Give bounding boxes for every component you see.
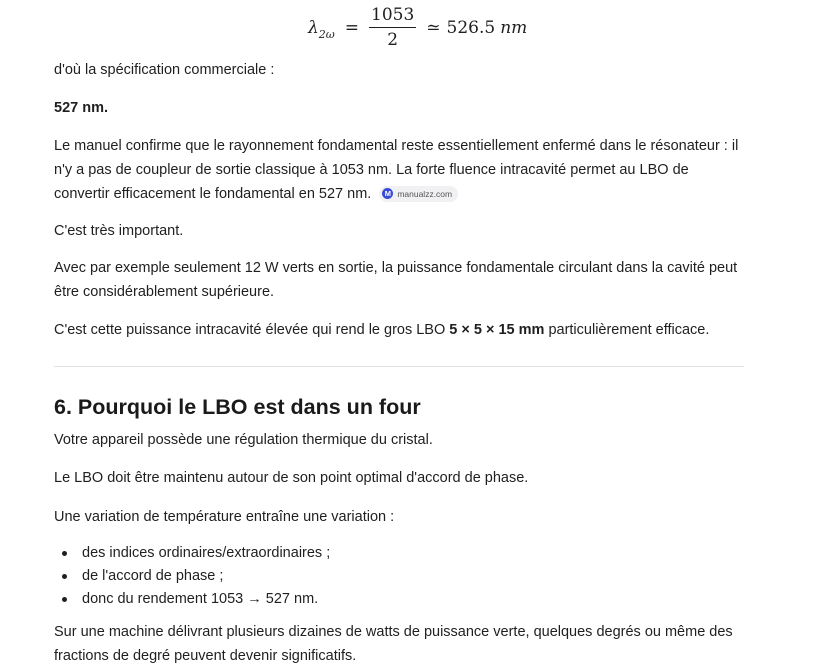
paragraph-important: C'est très important. — [54, 223, 184, 239]
lbo-efficiency-text-post: particulièrement efficace. — [544, 322, 710, 338]
paragraph-lbo-efficiency — [54, 318, 744, 342]
lbo-dimensions: 5 × 5 × 15 mm — [449, 322, 545, 338]
formula-unit: nm — [500, 18, 528, 38]
paragraph-temperature-variation: Une variation de température entraîne une variation : — [54, 509, 395, 525]
source-citation-label: manualzz.com — [397, 188, 453, 199]
paragraph-spec-value: 527 nm. — [54, 100, 108, 116]
paragraph-example: Avec par exemple seulement 12 W verts en sortie, la puissance fondamentale circulant dans la cavité peut être considérablement supérieure. — [54, 260, 738, 300]
paragraph-machine-sensitivity: Sur une machine délivrant plusieurs dizaines de watts de puissance verte, quelques degrés ou même des fractions de degré peuvent devenir significatifs. — [54, 624, 733, 664]
manualzz-icon: M — [382, 188, 393, 199]
variation-list — [54, 542, 330, 611]
formula-equals: = — [344, 18, 359, 38]
paragraph-manual — [54, 134, 744, 206]
paragraph-phase-matching: Le LBO doit être maintenu autour de son point optimal d'accord de phase. — [54, 470, 529, 486]
formula-numerator: 1053 — [369, 7, 416, 28]
formula-approx: ≃ — [426, 18, 441, 38]
paragraph-spec-intro: d'où la spécification commerciale : — [54, 62, 275, 78]
paragraph-manual-text: Le manuel confirme que le rayonnement fondamental reste essentiellement enfermé dans le résonateur : il n'y a pas de coupleur de sortie classique à 1053 nm. La forte fluence intracavité permet au LBO de convertir efficacement le fondamental en 527 nm. — [54, 138, 739, 202]
wavelength-formula — [308, 6, 527, 50]
formula-value: 526.5 — [446, 18, 496, 38]
source-citation-chip[interactable] — [379, 186, 458, 202]
section-6-heading: 6. Pourquoi le LBO est dans un four — [54, 395, 421, 419]
list-item: donc du rendement 1053 → 527 nm. — [54, 588, 330, 611]
list-item: des indices ordinaires/extraordinaires ; — [54, 542, 330, 565]
formula-subscript: 2ω — [318, 27, 335, 41]
formula-denominator: 2 — [387, 30, 399, 50]
section-divider — [54, 366, 744, 367]
paragraph-thermal-regulation: Votre appareil possède une régulation thermique du cristal. — [54, 432, 433, 448]
list-item: de l'accord de phase ; — [54, 565, 330, 588]
lbo-efficiency-text-pre: C'est cette puissance intracavité élevée qui rend le gros LBO — [54, 322, 450, 338]
formula-lambda: λ — [308, 18, 319, 38]
formula-fraction — [369, 7, 416, 49]
